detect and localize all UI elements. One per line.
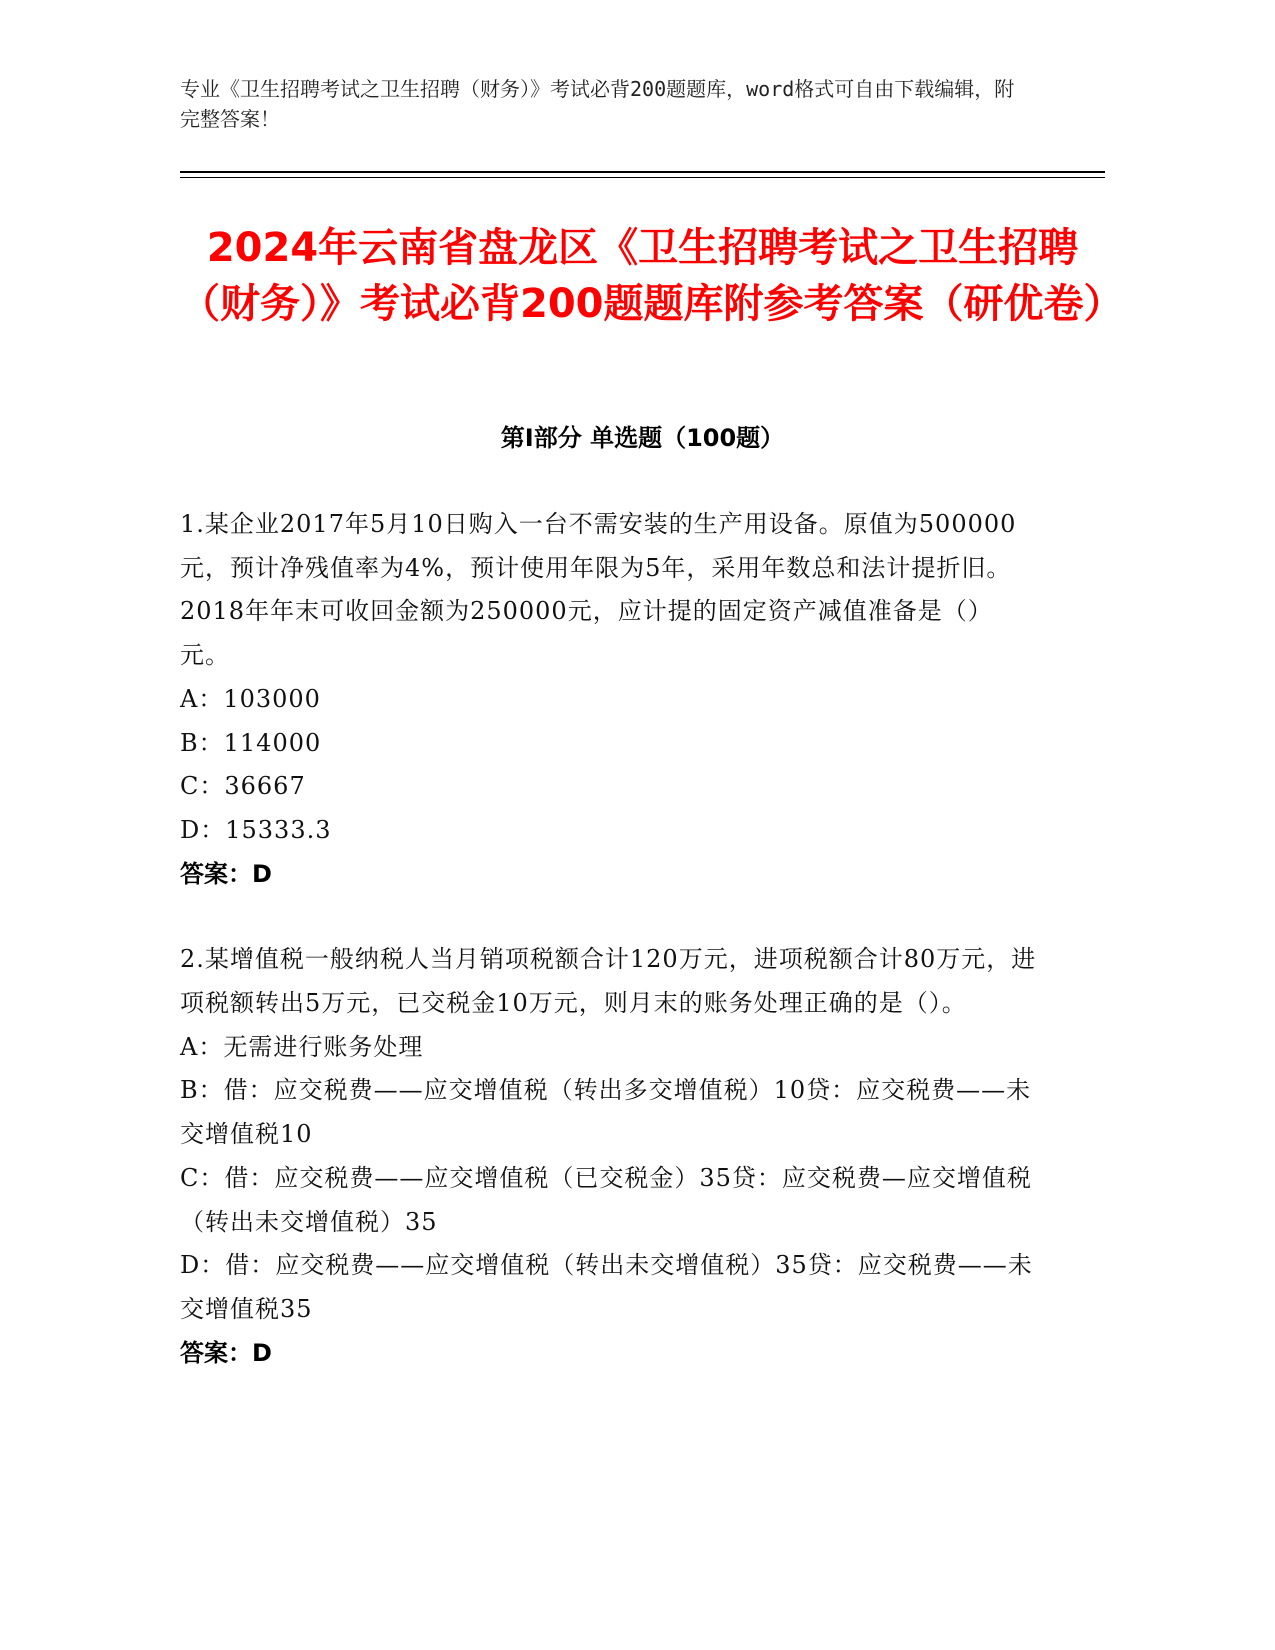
option-a: A：无需进行账务处理 [180,1032,424,1061]
answer: 答案：D [180,1338,272,1367]
question-2 [180,938,1040,1375]
question-text: 1.某企业2017年5月10日购入一台不需安装的生产用设备。原值为500000元，预计净残值率为4%，预计使用年限为5年，采用年数总和法计提折旧。2018年年末可收回金额为250000元，应计提的固定资产减值准备是（）元。 [180,510,1017,670]
option-c: C：36667 [180,772,306,801]
answer: 答案：D [180,859,272,888]
header-divider-thick [180,171,1105,173]
question-text: 2.某增值税一般纳税人当月销项税额合计120万元，进项税额合计80万元，进项税额转出5万元，已交税金10万元，则月末的账务处理正确的是（）。 [180,945,1037,1018]
option-b: B：借：应交税费——应交增值税（转出多交增值税）10贷：应交税费——未交增值税10 [180,1076,1032,1149]
option-a: A：103000 [180,684,321,713]
question-1 [180,503,1040,896]
option-c: C：借：应交税费——应交增值税（已交税金）35贷：应交税费—应交增值税（转出未交增值税）35 [180,1163,1032,1236]
section-title: 第Ⅰ部分 单选题（100题） [500,424,785,452]
header-divider-thin [180,177,1105,178]
header-note: 专业《卫生招聘考试之卫生招聘（财务）》考试必背200题题库，word格式可自由下载编辑，附完整答案！ [180,77,1015,131]
option-d: D：借：应交税费——应交增值税（转出未交增值税）35贷：应交税费——未交增值税35 [180,1251,1033,1323]
option-d: D：15333.3 [180,815,332,844]
question-list [180,503,1040,1417]
document-title: 2024年云南省盘龙区《卫生招聘考试之卫生招聘（财务）》考试必背200题题库附参考答案（研优卷） [180,225,1124,327]
option-b: B：114000 [180,728,322,757]
